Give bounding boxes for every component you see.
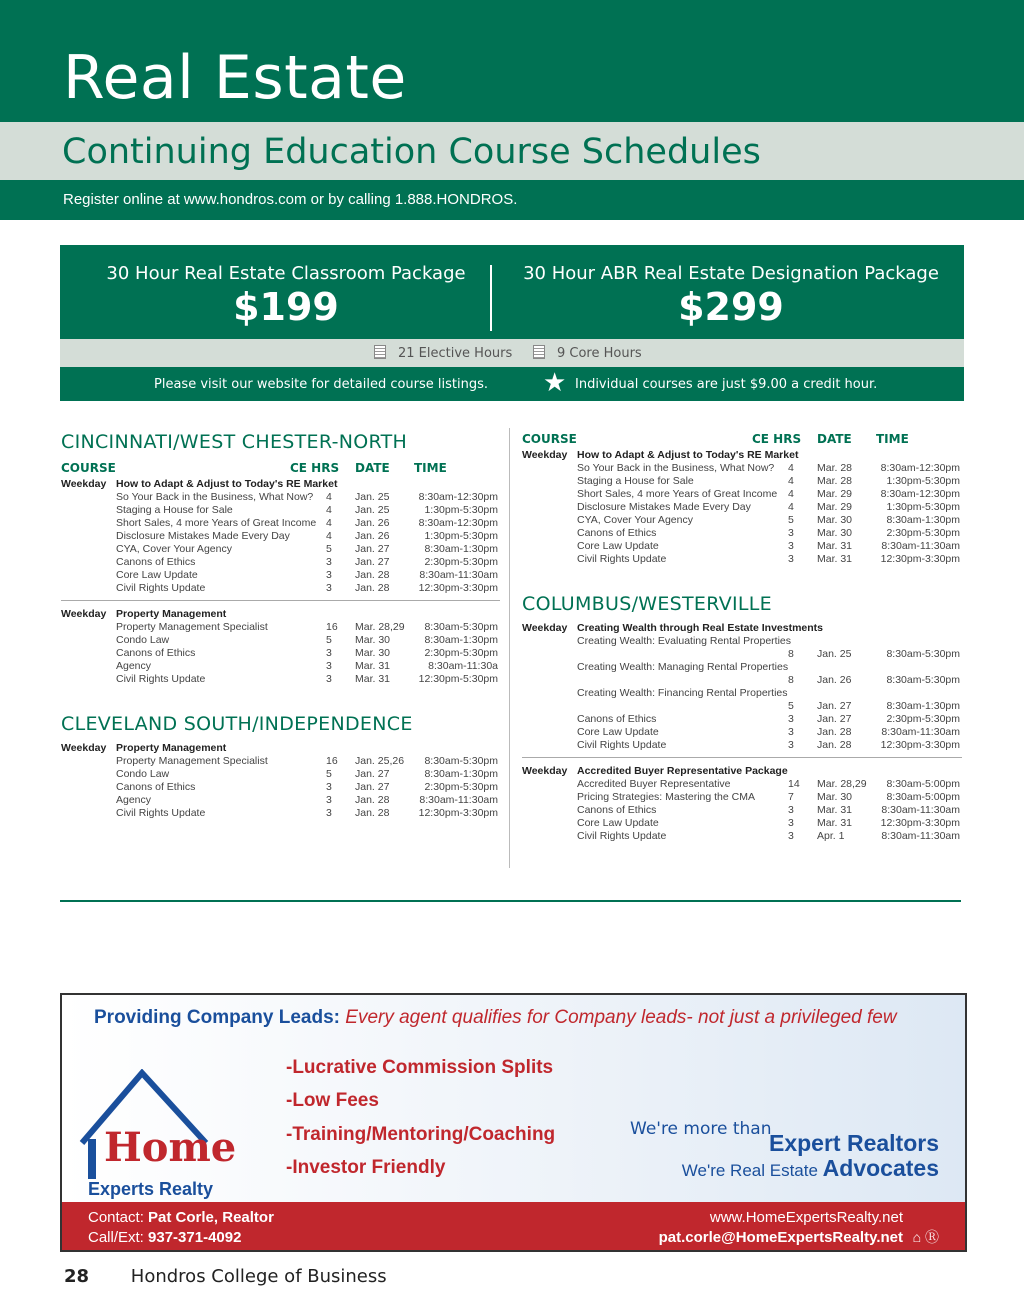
advertisement [60, 993, 967, 1252]
course-time: 8:30am-5:30pm [886, 674, 960, 686]
column-header-time: TIME [414, 461, 447, 475]
course-date: Mar. 30 [817, 514, 853, 526]
ce-hours: 5 [788, 514, 794, 526]
package-divider [490, 265, 492, 331]
group-name: Property Management [116, 742, 227, 754]
package-classroom [60, 245, 512, 339]
ce-hours: 3 [788, 527, 794, 539]
ad-website[interactable]: www.HomeExpertsRealty.net [709, 1209, 903, 1226]
course-name: Property Management Specialist [116, 755, 268, 767]
group-name: Creating Wealth through Real Estate Investments [577, 622, 824, 634]
ce-hours: 3 [326, 781, 332, 793]
contact-phone: 937-371-4092 [148, 1229, 242, 1246]
course-time: 1:30pm-5:30pm [886, 475, 960, 487]
logo-home-text: Home [104, 1124, 237, 1171]
ce-hours: 3 [788, 739, 794, 751]
course-date: Jan. 28 [355, 807, 390, 819]
ce-hours: 3 [326, 582, 332, 594]
course-name: Creating Wealth: Managing Rental Properties [577, 661, 789, 673]
course-date: Jan. 27 [355, 781, 390, 793]
ce-hours: 4 [326, 491, 332, 503]
course-time: 8:30am-5:00pm [886, 791, 960, 803]
course-time: 1:30pm-5:30pm [424, 504, 498, 516]
package-price: $299 [678, 285, 784, 329]
course-time: 2:30pm-5:30pm [424, 556, 498, 568]
course-name: Staging a House for Sale [577, 475, 694, 487]
course-date: Jan. 26 [355, 530, 390, 542]
course-date: Mar. 30 [817, 527, 853, 539]
course-name: Creating Wealth: Evaluating Rental Properties [577, 635, 792, 647]
logo-experts-text: Experts Realty [88, 1179, 214, 1199]
column-header-time: TIME [876, 432, 909, 446]
group-name: How to Adapt & Adjust to Today's RE Market [577, 449, 799, 461]
course-time: 12:30pm-3:30pm [880, 817, 960, 829]
call-label: Call/Ext: [88, 1229, 144, 1246]
ce-hours: 16 [326, 755, 338, 767]
course-time: 8:30am-1:30pm [886, 514, 960, 526]
course-date: Mar. 31 [817, 804, 853, 816]
column-header-date: DATE [817, 432, 852, 446]
course-time: 8:30am-11:30am [419, 569, 498, 581]
register-text: Register online at www.hondros.com or by calling 1.888.HONDROS. [63, 191, 518, 208]
ce-hours: 4 [326, 530, 332, 542]
course-name: Short Sales, 4 more Years of Great Income [116, 517, 317, 529]
column-header-ce: CE HRS [752, 432, 802, 446]
weekday-label: Weekday [61, 608, 107, 620]
course-time: 12:30pm-3:30pm [880, 739, 960, 751]
course-time: 8:30am-11:30am [419, 794, 498, 806]
course-name: Civil Rights Update [577, 553, 667, 565]
visit-text: Please visit our website for detailed course listings. [154, 377, 489, 392]
weekday-label: Weekday [61, 478, 107, 490]
ce-hours: 4 [326, 517, 332, 529]
course-name: Core Law Update [577, 817, 659, 829]
column-header-course: COURSE [522, 432, 577, 446]
course-date: Jan. 27 [817, 713, 852, 725]
course-name: Staging a House for Sale [116, 504, 233, 516]
course-name: Civil Rights Update [116, 582, 206, 594]
course-name: Civil Rights Update [577, 739, 667, 751]
title-banner [0, 0, 1024, 122]
ce-hours: 3 [788, 726, 794, 738]
ce-hours: 5 [326, 768, 332, 780]
ce-hours: 3 [326, 673, 332, 685]
course-date: Mar. 30 [355, 647, 391, 659]
course-name: Canons of Ethics [116, 647, 196, 659]
course-name: Condo Law [116, 768, 170, 780]
weekday-label: Weekday [522, 622, 568, 634]
ce-hours: 4 [788, 475, 794, 487]
package-title: 30 Hour Real Estate Classroom Package [106, 263, 466, 284]
weekday-label: Weekday [522, 449, 568, 461]
course-date: Jan. 26 [817, 674, 852, 686]
ce-hours: 3 [788, 817, 794, 829]
package-box [60, 245, 964, 339]
ad-lead-bold: Providing Company Leads: [94, 1007, 340, 1028]
course-date: Mar. 31 [817, 540, 853, 552]
package-title: 30 Hour ABR Real Estate Designation Package [523, 263, 939, 284]
course-time: 8:30am-11:30a [428, 660, 498, 672]
ce-hours: 3 [326, 807, 332, 819]
course-name: CYA, Cover Your Agency [116, 543, 232, 555]
page-title: Real Estate [63, 43, 407, 113]
course-time: 8:30am-11:30am [881, 726, 960, 738]
weekday-label: Weekday [522, 765, 568, 777]
column-header-ce: CE HRS [290, 461, 340, 475]
course-time: 8:30am-5:30pm [424, 755, 498, 767]
course-name: Pricing Strategies: Mastering the CMA [577, 791, 755, 803]
core-hours-label: 9 Core Hours [557, 346, 642, 361]
package-abr [505, 245, 957, 339]
subtitle-banner [0, 122, 1024, 180]
column-header-course: COURSE [61, 461, 116, 475]
ad-feature: -Investor Friendly [286, 1157, 446, 1178]
ce-hours: 4 [788, 488, 794, 500]
ce-hours: 14 [788, 778, 800, 790]
course-name: Canons of Ethics [116, 781, 196, 793]
course-date: Jan. 27 [355, 543, 390, 555]
ce-hours: 8 [788, 674, 794, 686]
course-time: 8:30am-11:30am [881, 804, 960, 816]
group-rule [522, 757, 962, 758]
course-time: 8:30am-1:30pm [886, 700, 960, 712]
course-time: 8:30am-12:30pm [418, 491, 498, 503]
course-time: 2:30pm-5:30pm [424, 647, 498, 659]
group-name: Property Management [116, 608, 227, 620]
ce-hours: 3 [326, 647, 332, 659]
core-hours [533, 345, 642, 361]
course-date: Jan. 28 [355, 582, 390, 594]
ce-hours: 7 [788, 791, 794, 803]
ce-hours: 5 [326, 543, 332, 555]
weekday-label: Weekday [61, 742, 107, 754]
course-name: Property Management Specialist [116, 621, 268, 633]
section-rule [60, 900, 961, 902]
ad-expert-realtors: Expert Realtors [768, 1130, 939, 1156]
star-icon: ★ [543, 368, 567, 398]
ad-feature: -Lucrative Commission Splits [286, 1057, 554, 1078]
course-name: So Your Back in the Business, What Now? [577, 462, 775, 474]
course-date: Mar. 31 [355, 660, 391, 672]
course-time: 8:30am-11:30am [881, 830, 960, 842]
course-time: 8:30am-1:30pm [424, 634, 498, 646]
course-time: 8:30am-12:30pm [880, 462, 960, 474]
course-time: 1:30pm-5:30pm [424, 530, 498, 542]
course-name: Canons of Ethics [577, 713, 657, 725]
course-name: Creating Wealth: Financing Rental Properties [577, 687, 788, 699]
ad-contact-bar [62, 1202, 965, 1250]
ad-lead-italic: Every agent qualifies for Company leads- not just a privileged few [345, 1007, 897, 1028]
ce-hours: 4 [788, 462, 794, 474]
course-time: 12:30pm-3:30pm [418, 807, 498, 819]
ad-we-are: We're Real Estate [681, 1161, 818, 1180]
course-name: Civil Rights Update [577, 830, 667, 842]
course-time: 1:30pm-5:30pm [886, 501, 960, 513]
course-date: Mar. 30 [355, 634, 391, 646]
contact-name: Pat Corle, Realtor [148, 1209, 274, 1226]
hours-bar [60, 339, 964, 367]
course-name: Civil Rights Update [116, 673, 206, 685]
course-date: Mar. 28 [817, 475, 853, 487]
course-name: Disclosure Mistakes Made Every Day [116, 530, 290, 542]
course-time: 8:30am-5:30pm [886, 648, 960, 660]
course-name: So Your Back in the Business, What Now? [116, 491, 314, 503]
course-date: Jan. 27 [817, 700, 852, 712]
course-name: Core Law Update [577, 726, 659, 738]
ce-hours: 4 [788, 501, 794, 513]
course-time: 2:30pm-5:30pm [886, 527, 960, 539]
course-date: Mar. 29 [817, 501, 853, 513]
course-name: Agency [116, 660, 152, 672]
ce-hours: 3 [788, 540, 794, 552]
course-date: Jan. 25 [355, 491, 390, 503]
ad-lead [94, 1007, 897, 1029]
elective-hours-label: 21 Elective Hours [398, 346, 513, 361]
course-date: Mar. 31 [355, 673, 391, 685]
book-icon [374, 345, 386, 359]
course-date: Jan. 26 [355, 517, 390, 529]
city-heading: CLEVELAND SOUTH/INDEPENDENCE [61, 713, 413, 735]
course-name: Disclosure Mistakes Made Every Day [577, 501, 751, 513]
course-date: Mar. 30 [817, 791, 853, 803]
course-date: Jan. 28 [817, 739, 852, 751]
ce-hours: 3 [788, 804, 794, 816]
ad-contact [88, 1209, 274, 1226]
ce-hours: 3 [788, 713, 794, 725]
package-price: $199 [233, 285, 339, 329]
course-date: Mar. 28,29 [817, 778, 867, 790]
course-name: Core Law Update [116, 569, 198, 581]
course-time: 12:30pm-5:30pm [418, 673, 498, 685]
group-name: How to Adapt & Adjust to Today's RE Market [116, 478, 338, 490]
ad-call [88, 1229, 241, 1246]
course-name: Canons of Ethics [116, 556, 196, 568]
ce-hours: 3 [788, 830, 794, 842]
course-date: Jan. 27 [355, 768, 390, 780]
ad-email[interactable]: pat.corle@HomeExpertsRealty.net [658, 1229, 903, 1246]
ce-hours: 3 [326, 660, 332, 672]
contact-label: Contact: [88, 1209, 144, 1226]
course-name: Condo Law [116, 634, 170, 646]
course-time: 8:30am-12:30pm [880, 488, 960, 500]
course-time: 12:30pm-3:30pm [418, 582, 498, 594]
course-time: 2:30pm-5:30pm [886, 713, 960, 725]
course-date: Jan. 25 [817, 648, 852, 660]
group-rule [61, 600, 500, 601]
city-heading: CINCINNATI/WEST CHESTER-NORTH [61, 431, 408, 453]
course-time: 2:30pm-5:30pm [424, 781, 498, 793]
course-time: 8:30am-11:30am [881, 540, 960, 552]
ad-more-than: We're more than [630, 1119, 772, 1139]
register-banner [0, 180, 1024, 220]
ad-advocates [682, 1155, 939, 1182]
ce-hours: 3 [326, 556, 332, 568]
ce-hours: 3 [326, 569, 332, 581]
course-name: Canons of Ethics [577, 804, 657, 816]
course-name: Short Sales, 4 more Years of Great Income [577, 488, 778, 500]
credit-text: Individual courses are just $9.00 a credit hour. [575, 377, 878, 392]
course-name: Core Law Update [577, 540, 659, 552]
equal-housing-icon: ⌂ Ⓡ [912, 1229, 939, 1245]
ad-advocates-word: Advocates [822, 1155, 939, 1181]
ce-hours: 16 [326, 621, 338, 633]
course-date: Jan. 28 [355, 794, 390, 806]
home-experts-logo [74, 1069, 237, 1199]
ce-hours: 8 [788, 648, 794, 660]
ce-hours: 5 [326, 634, 332, 646]
course-name: CYA, Cover Your Agency [577, 514, 693, 526]
ad-feature: -Low Fees [286, 1090, 379, 1111]
ce-hours: 3 [326, 794, 332, 806]
course-time: 8:30am-5:30pm [424, 621, 498, 633]
course-date: Mar. 31 [817, 553, 853, 565]
course-time: 12:30pm-3:30pm [880, 553, 960, 565]
course-date: Apr. 1 [817, 830, 845, 842]
course-name: Canons of Ethics [577, 527, 657, 539]
course-date: Jan. 27 [355, 556, 390, 568]
course-date: Mar. 31 [817, 817, 853, 829]
course-time: 8:30am-5:00pm [886, 778, 960, 790]
course-time: 8:30am-12:30pm [418, 517, 498, 529]
course-time: 8:30am-1:30pm [424, 768, 498, 780]
course-date: Mar. 28 [817, 462, 853, 474]
group-name: Accredited Buyer Representative Package [577, 765, 788, 777]
book-icon [533, 345, 545, 359]
column-header-date: DATE [355, 461, 390, 475]
ce-hours: 3 [788, 553, 794, 565]
course-date: Jan. 25,26 [355, 755, 405, 767]
course-date: Mar. 28,29 [355, 621, 405, 633]
course-name: Accredited Buyer Representative [577, 778, 731, 790]
page-number: 28 [64, 1266, 90, 1287]
ce-hours: 5 [788, 700, 794, 712]
course-date: Jan. 25 [355, 504, 390, 516]
course-date: Mar. 29 [817, 488, 853, 500]
city-heading: COLUMBUS/WESTERVILLE [522, 593, 772, 615]
course-name: Agency [116, 794, 152, 806]
course-date: Jan. 28 [355, 569, 390, 581]
course-time: 8:30am-1:30pm [424, 543, 498, 555]
ad-feature: -Training/Mentoring/Coaching [286, 1124, 556, 1145]
page-subtitle: Continuing Education Course Schedules [62, 132, 761, 172]
course-date: Jan. 28 [817, 726, 852, 738]
publisher-name: Hondros College of Business [130, 1266, 387, 1287]
ce-hours: 4 [326, 504, 332, 516]
elective-hours [374, 345, 512, 361]
notice-bar [60, 367, 964, 401]
page-footer [64, 1266, 387, 1287]
course-name: Civil Rights Update [116, 807, 206, 819]
column-divider [509, 428, 510, 868]
